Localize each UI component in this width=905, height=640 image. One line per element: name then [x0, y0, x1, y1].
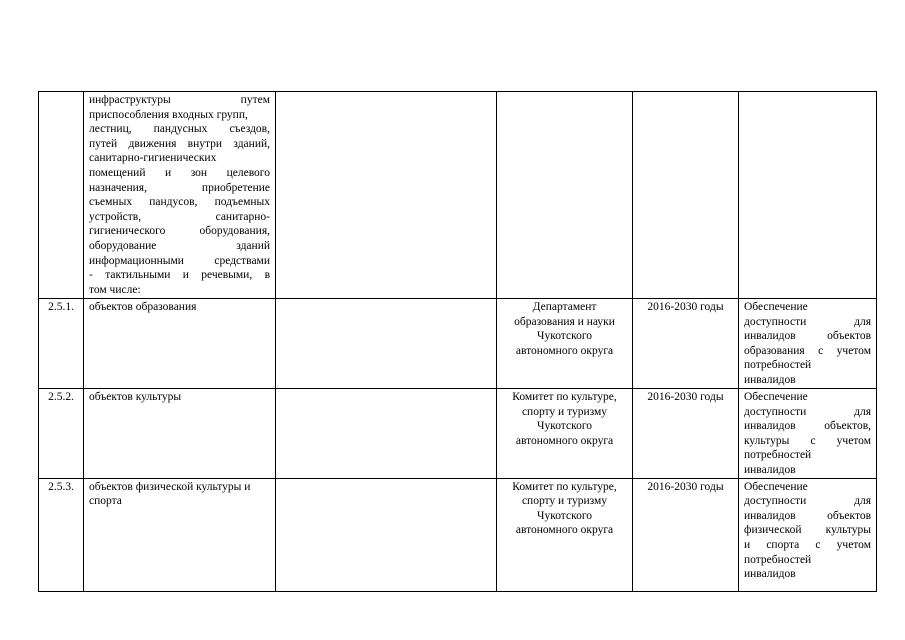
- program-measures-table: [38, 91, 877, 592]
- empty-cell: [276, 389, 497, 479]
- measure-name-cell: [84, 92, 276, 299]
- empty-cell: [276, 92, 497, 299]
- executor-cell: [497, 92, 633, 299]
- expected-result: Обеспечение доступности для инвалидов объектов, культуры с учетом потребностей инвалидов: [739, 389, 877, 479]
- table-row: [39, 299, 877, 389]
- executor: Департамент образования и науки Чукотского автономного округа: [497, 299, 633, 389]
- measure-name: объектов культуры: [84, 389, 276, 479]
- table-row-continuation: [39, 92, 877, 299]
- row-number: 2.5.2.: [39, 389, 84, 479]
- period: 2016-2030 годы: [633, 299, 739, 389]
- period-cell: [633, 92, 739, 299]
- expected-result: Обеспечение доступности для инвалидов объектов образования с учетом потребностей инвалидов: [739, 299, 877, 389]
- result-cell: [739, 92, 877, 299]
- executor: Комитет по культуре, спорту и туризму Чукотского автономного округа: [497, 478, 633, 591]
- expected-result: Обеспечение доступности для инвалидов объектов физической культуры и спорта с учетом потребностей инвалидов: [739, 478, 877, 591]
- period: 2016-2030 годы: [633, 478, 739, 591]
- empty-cell: [276, 299, 497, 389]
- table-row: [39, 478, 877, 591]
- measure-name: объектов образования: [84, 299, 276, 389]
- empty-cell: [276, 478, 497, 591]
- table-row: [39, 389, 877, 479]
- number-cell: [39, 92, 84, 299]
- row-number: 2.5.3.: [39, 478, 84, 591]
- measure-name: объектов физической культуры и спорта: [84, 478, 276, 591]
- executor: Комитет по культуре, спорту и туризму Чукотского автономного округа: [497, 389, 633, 479]
- row-number: 2.5.1.: [39, 299, 84, 389]
- period: 2016-2030 годы: [633, 389, 739, 479]
- measure-description: инфраструктуры путем приспособления входных групп, лестниц, пандусных съездов, путей движения внутри зданий, санитарно-гигиенических помещений и зон целевого назначения, приобретение съемных пандусов, подъемных устройств, санитарно- гигиенического оборудования, оборудование зданий информационными средствами - тактильными и речевыми, в том числе:: [89, 94, 270, 296]
